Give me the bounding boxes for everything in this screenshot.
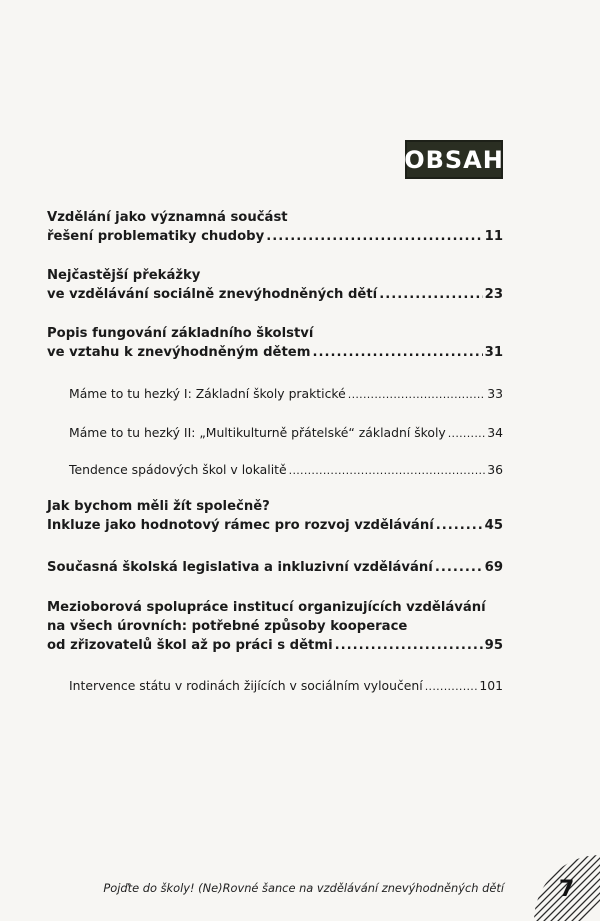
- toc-entry-title-line: Mezioborová spolupráce institucí organizujících vzdělávání: [47, 600, 486, 615]
- toc-page-number: 69: [484, 560, 503, 575]
- toc-page-number: 34: [487, 425, 503, 440]
- toc-subentry-title: Tendence spádových škol v lokalitě: [69, 462, 287, 477]
- dot-leader: [379, 285, 482, 304]
- toc-entry[interactable]: [47, 497, 503, 535]
- toc-entry-title-line: ve vztahu k znevýhodněným dětem: [47, 345, 311, 360]
- dot-leader: [335, 636, 483, 655]
- dot-leader: [289, 462, 486, 480]
- page-number: 7: [559, 877, 575, 902]
- toc-subentry[interactable]: [69, 385, 503, 404]
- toc-subentry-title: Máme to tu hezký I: Základní školy praktické: [69, 386, 346, 401]
- dot-leader: [348, 386, 485, 404]
- toc-entry-title-line: Jak bychom měli žít společně?: [47, 499, 270, 514]
- toc-page-number: 36: [487, 462, 503, 477]
- toc-entry-title-line: od zřizovatelů škol až po práci s dětmi: [47, 638, 333, 653]
- toc-page-number: 11: [484, 229, 503, 244]
- toc-entry[interactable]: [47, 208, 503, 246]
- toc-entry-title-line: ve vzdělávání sociálně znevýhodněných dětí: [47, 287, 378, 302]
- running-footer: Pojďte do školy! (Ne)Rovné šance na vzdělávání znevýhodněných dětí: [103, 881, 504, 895]
- toc-entry-title-line: řešení problematiky chudoby: [47, 229, 265, 244]
- toc-page-number: 33: [487, 386, 503, 401]
- toc-entry-title-line: Vzdělání jako významná součást: [47, 210, 288, 225]
- dot-leader: [435, 558, 483, 577]
- toc-subentry[interactable]: [69, 461, 503, 480]
- toc-page-number: 45: [484, 518, 503, 533]
- toc-entry[interactable]: [47, 598, 503, 655]
- dot-leader: [312, 343, 482, 362]
- toc-subentry-title: Máme to tu hezký II: „Multikulturně přátelské“ základní školy: [69, 425, 446, 440]
- toc-entry-title-line: na všech úrovních: potřebné způsoby kooperace: [47, 619, 408, 634]
- toc-page-number: 101: [479, 678, 503, 693]
- dot-leader: [425, 678, 478, 696]
- toc-entry-title-line: Popis fungování základního školství: [47, 326, 314, 341]
- toc-entry[interactable]: [47, 266, 503, 304]
- toc-entry-title-line: Současná školská legislativa a inkluzivní vzdělávání: [47, 560, 433, 575]
- dot-leader: [436, 516, 483, 535]
- toc-page-number: 23: [484, 287, 503, 302]
- toc-entry[interactable]: [47, 324, 503, 362]
- toc-entry[interactable]: [47, 558, 503, 577]
- toc-subentry[interactable]: [69, 677, 503, 696]
- page-title: OBSAH: [405, 140, 503, 179]
- toc-entry-title-line: Nejčastější překážky: [47, 268, 201, 283]
- toc-subentry-title: Intervence státu v rodinách žijících v sociálním vyloučení: [69, 678, 423, 693]
- toc-page-number: 95: [484, 638, 503, 653]
- dot-leader: [448, 425, 485, 443]
- dot-leader: [266, 227, 482, 246]
- toc-page-number: 31: [484, 345, 503, 360]
- toc-entry-title-line: Inkluze jako hodnotový rámec pro rozvoj vzdělávání: [47, 518, 434, 533]
- toc-subentry[interactable]: [69, 424, 503, 443]
